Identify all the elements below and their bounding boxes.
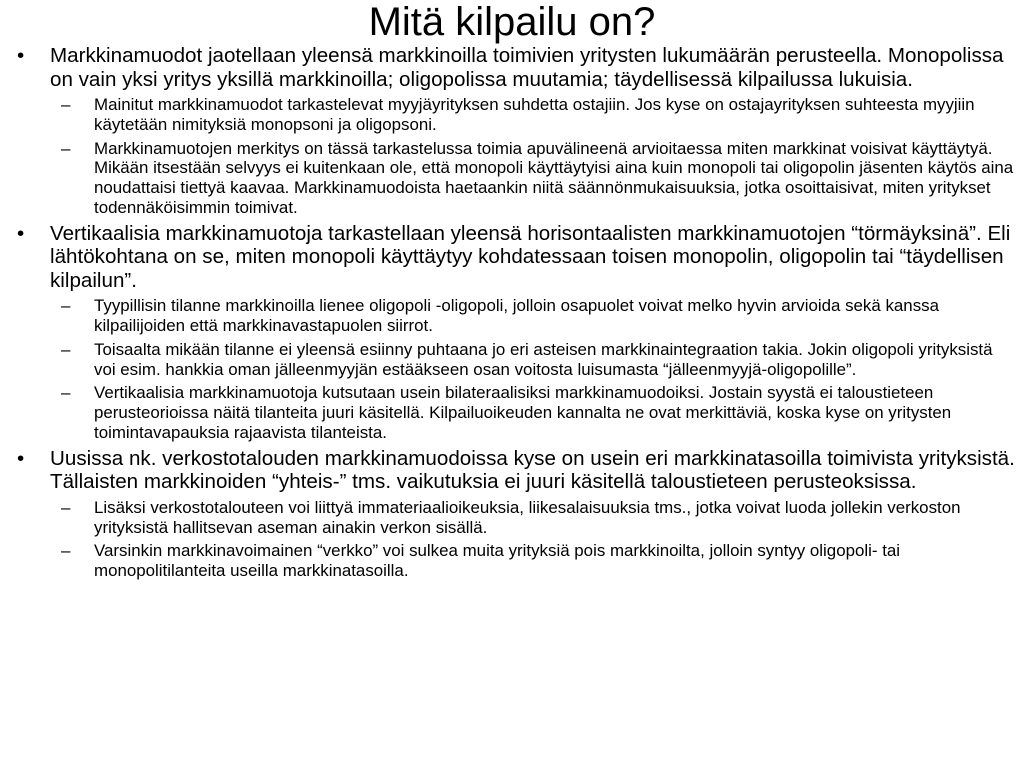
sub-bullet-point	[0, 95, 1018, 135]
dash-icon: –	[61, 339, 71, 359]
sub-bullet-text: Varsinkin markkinavoimainen “verkko” voi sulkea muita yrityksiä pois markkinoilta, jolloin syntyy oligopoli- tai monopolitilanteita useilla markkinatasoilla.	[94, 541, 901, 581]
sub-bullet-point	[0, 498, 1018, 538]
slide-title: Mitä kilpailu on?	[368, 0, 656, 44]
bullet-point	[0, 222, 1018, 293]
sub-bullet-point	[0, 541, 1018, 581]
dash-icon: –	[61, 296, 71, 316]
dash-icon: –	[61, 497, 71, 517]
dash-icon: –	[61, 138, 71, 158]
bullet-point	[0, 44, 1018, 91]
sub-bullet-text: Vertikaalisia markkinamuotoja kutsutaan usein bilateraalisiksi markkinamuodoiksi. Jostain syystä ei taloustieteen perusteorioissa näitä tilanteita juuri käsitellä. Kilpailuoikeuden kannalta ne ovat merkittäviä, koska kyse on yritysten toimintavapauksia rajaavista tilanteista.	[94, 383, 952, 443]
bullet-text: Vertikaalisia markkinamuotoja tarkastellaan yleensä horisontaalisten markkinamuotojen “törmäyksinä”. Eli lähtökohtana on se, miten monopoli käyttäytyy kohdatessaan toisen monopolin, oligopolin tai “täydellisen kilpailun”.	[50, 221, 1011, 292]
sub-bullet-text: Mainitut markkinamuodot tarkastelevat myyjäyrityksen suhdetta ostajiin. Jos kyse on ostajayrityksen suhteesta myyjiin käytetään nimityksiä monopsoni ja oligopsoni.	[94, 95, 975, 134]
bullet-icon: •	[17, 446, 25, 470]
dash-icon: –	[61, 95, 71, 114]
bullet-icon: •	[17, 44, 25, 67]
slide-body	[0, 44, 1018, 585]
sub-bullet-point	[0, 296, 1018, 336]
sub-bullet-text: Toisaalta mikään tilanne ei yleensä esiinny puhtaana jo eri asteisen markkinaintegraation takia. Jokin oligopoli yrityksistä voi esim. hankkia oman jälleenmyyjän estääkseen osan voitosta luisumasta “jälleenmyyjä-oligopolille”.	[94, 339, 993, 379]
sub-bullet-text: Markkinamuotojen merkitys on tässä tarkastelussa toimia apuvälineenä arvioitaessa miten markkinat voisivat käyttäytyä. Mikään itsestään selvyys ei kuitenkaan ole, että monopoli käyttäytyisi aina kuin monopoli tai oligopolin jäsenten käytös aina noudattaisi tiettyä kaavaa. Markkinamuodoista haetaankin niitä säännönmukaisuuksia, jotka osoittaisivat, miten yritykset todennäköisimmin toimivat.	[94, 138, 1014, 217]
bullet-icon: •	[17, 221, 25, 245]
sub-bullet-point	[0, 383, 1018, 442]
sub-bullet-point	[0, 340, 1018, 380]
sub-bullet-point	[0, 139, 1018, 218]
bullet-text: Uusissa nk. verkostotalouden markkinamuodoissa kyse on usein eri markkinatasoilla toimivista yrityksistä. Tällaisten markkinoiden “yhteis-” tms. vaikutuksia ei juuri käsitellä taloustieteen perusteoksissa.	[50, 446, 1015, 494]
bullet-point	[0, 447, 1018, 494]
bullet-text: Markkinamuodot jaotellaan yleensä markkinoilla toimivien yritysten lukumäärän perusteella. Monopolissa on vain yksi yritys yksillä markkinoilla; oligopolissa muutamia; täydellisessä kilpailussa lukuisia.	[50, 44, 1004, 91]
sub-bullet-text: Lisäksi verkostotalouteen voi liittyä immateriaalioikeuksia, liikesalaisuuksia tms., jotka voivat luoda jollekin verkoston yrityksistä hallitsevan aseman ainakin verkon sisällä.	[94, 497, 961, 537]
sub-bullet-text: Tyypillisin tilanne markkinoilla lienee oligopoli -oligopoli, jolloin osapuolet voivat melko hyvin arvioida sekä kanssa kilpailijoiden että markkinavastapuolen siirrot.	[94, 296, 939, 336]
dash-icon: –	[61, 541, 71, 561]
dash-icon: –	[61, 383, 71, 403]
